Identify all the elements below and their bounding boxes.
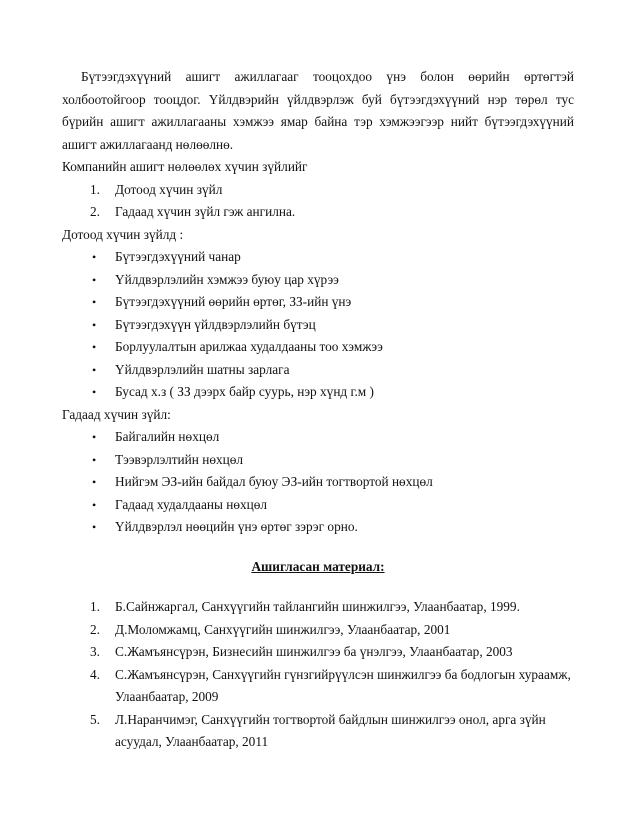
bullet-icon: •: [92, 295, 97, 309]
list-item: [62, 291, 574, 314]
bullet-icon: •: [92, 475, 97, 489]
list-item: [62, 381, 574, 404]
document-page: [62, 66, 574, 754]
list-item: [62, 179, 574, 202]
list-item: [62, 516, 574, 539]
list-item-text: Үйлдвэрлэлийн шатны зарлага: [115, 361, 290, 377]
external-factors-heading: Гадаад хүчин зүйл:: [62, 406, 171, 422]
bullet-icon: •: [92, 430, 97, 444]
list-item: [62, 494, 574, 517]
list-item-text: Гадаад худалдааны нөхцөл: [115, 496, 268, 512]
external-factors-list: [62, 426, 574, 539]
bullet-icon: •: [92, 272, 97, 287]
list-item-text: Борлуулалтын арилжаа худалдааны тоо хэмжээ: [115, 339, 383, 354]
reference-item: [62, 641, 574, 664]
list-item: [62, 246, 574, 269]
list-item-text: Бүтээгдэхүүн үйлдвэрлэлийн бүтэц: [115, 316, 316, 332]
list-item-text: Үйлдвэрлэлийн хэмжээ буюу цар хүрээ: [115, 271, 339, 287]
bullet-icon: •: [92, 520, 97, 534]
reference-item: [62, 596, 574, 619]
internal-factors-list: [62, 246, 574, 404]
list-item: [62, 359, 574, 382]
reference-item: [62, 664, 574, 709]
bullet-icon: •: [92, 497, 97, 512]
reference-text: Л.Наранчимэг, Санхүүгийн тогтвортой байдлын шинжилгээ онол, арга зүйн асуудал, Улаанбаатар, 2011: [115, 711, 546, 749]
reference-item: [62, 619, 574, 642]
list-number: 5.: [90, 711, 100, 727]
list-number: 1.: [90, 599, 100, 614]
list-item: [62, 269, 574, 292]
factors-heading: Компанийн ашигт нөлөөлөх хүчин зүйлийг: [62, 159, 308, 174]
reference-text: Б.Сайнжаргал, Санхүүгийн тайлангийн шинжилгээ, Улаанбаатар, 1999.: [115, 599, 520, 614]
internal-factors-heading: Дотоод хүчин зүйлд :: [62, 226, 184, 242]
list-number: 1.: [90, 181, 100, 197]
list-item: [62, 201, 574, 224]
reference-text: С.Жамъянсүрэн, Санхүүгийн гүнзгийрүүлсэн шинжилгээ ба бодлогын хураамж, Улаанбаатар, 2009: [115, 666, 571, 704]
list-item-text: Нийгэм ЭЗ-ийн байдал буюу ЭЗ-ийн тогтвортой нөхцөл: [115, 474, 433, 489]
list-item: [62, 471, 574, 494]
list-item-text: Бусад х.з ( ЗЗ дээрх байр суурь, нэр хүнд г.м ): [115, 384, 374, 399]
bullet-icon: •: [92, 250, 97, 264]
list-number: 3.: [90, 644, 100, 659]
reference-text: С.Жамъянсүрэн, Бизнесийн шинжилгээ ба үнэлгээ, Улаанбаатар, 2003: [115, 644, 513, 659]
list-number: 2.: [90, 204, 100, 219]
list-item-text: Тээвэрлэлтийн нөхцөл: [115, 451, 244, 467]
bullet-icon: •: [92, 362, 97, 377]
list-item: [62, 314, 574, 337]
list-item-text: Бүтээгдэхүүний чанар: [115, 249, 241, 264]
bullet-icon: •: [92, 452, 97, 467]
intro-paragraph: Бүтээгдэхүүний ашигт ажиллагааг тооцохдоо үнэ болон өөрийн өртөгтэй холбоотойгоор тооцдог. Үйлдвэрийн үйлдвэрлэж буй бүтээгдэхүүний нэр төрөл тус бүрийн ашигт ажиллагааны хэмжээ ямар байна тэр хэмжээгээр нийт бүтээгдэхүүний ашигт ажиллагаанд нөлөөлнө.: [62, 69, 574, 152]
bullet-icon: •: [92, 317, 97, 332]
references-title: Ашигласан материал:: [251, 558, 385, 574]
list-item: [62, 449, 574, 472]
bullet-icon: •: [92, 385, 97, 399]
list-item: [62, 336, 574, 359]
list-item-text: Бүтээгдэхүүний өөрийн өртөг, ЗЗ-ийн үнэ: [115, 294, 352, 309]
list-item-text: Үйлдвэрлэл нөөцийн үнэ өртөг зэрэг орно.: [115, 519, 358, 534]
references-list: [62, 596, 574, 754]
list-item-text: Гадаад хүчин зүйл гэж ангилна.: [115, 204, 296, 219]
factor-groups-list: [62, 179, 574, 224]
list-item-text: Байгалийн нөхцөл: [115, 429, 220, 444]
list-number: 4.: [90, 666, 100, 682]
reference-item: [62, 709, 574, 754]
list-item: [62, 426, 574, 449]
list-item-text: Дотоод хүчин зүйл: [115, 181, 223, 197]
reference-text: Д.Моломжамц, Санхүүгийн шинжилгээ, Улаанбаатар, 2001: [115, 621, 451, 637]
bullet-icon: •: [92, 340, 97, 354]
list-number: 2.: [90, 621, 100, 637]
